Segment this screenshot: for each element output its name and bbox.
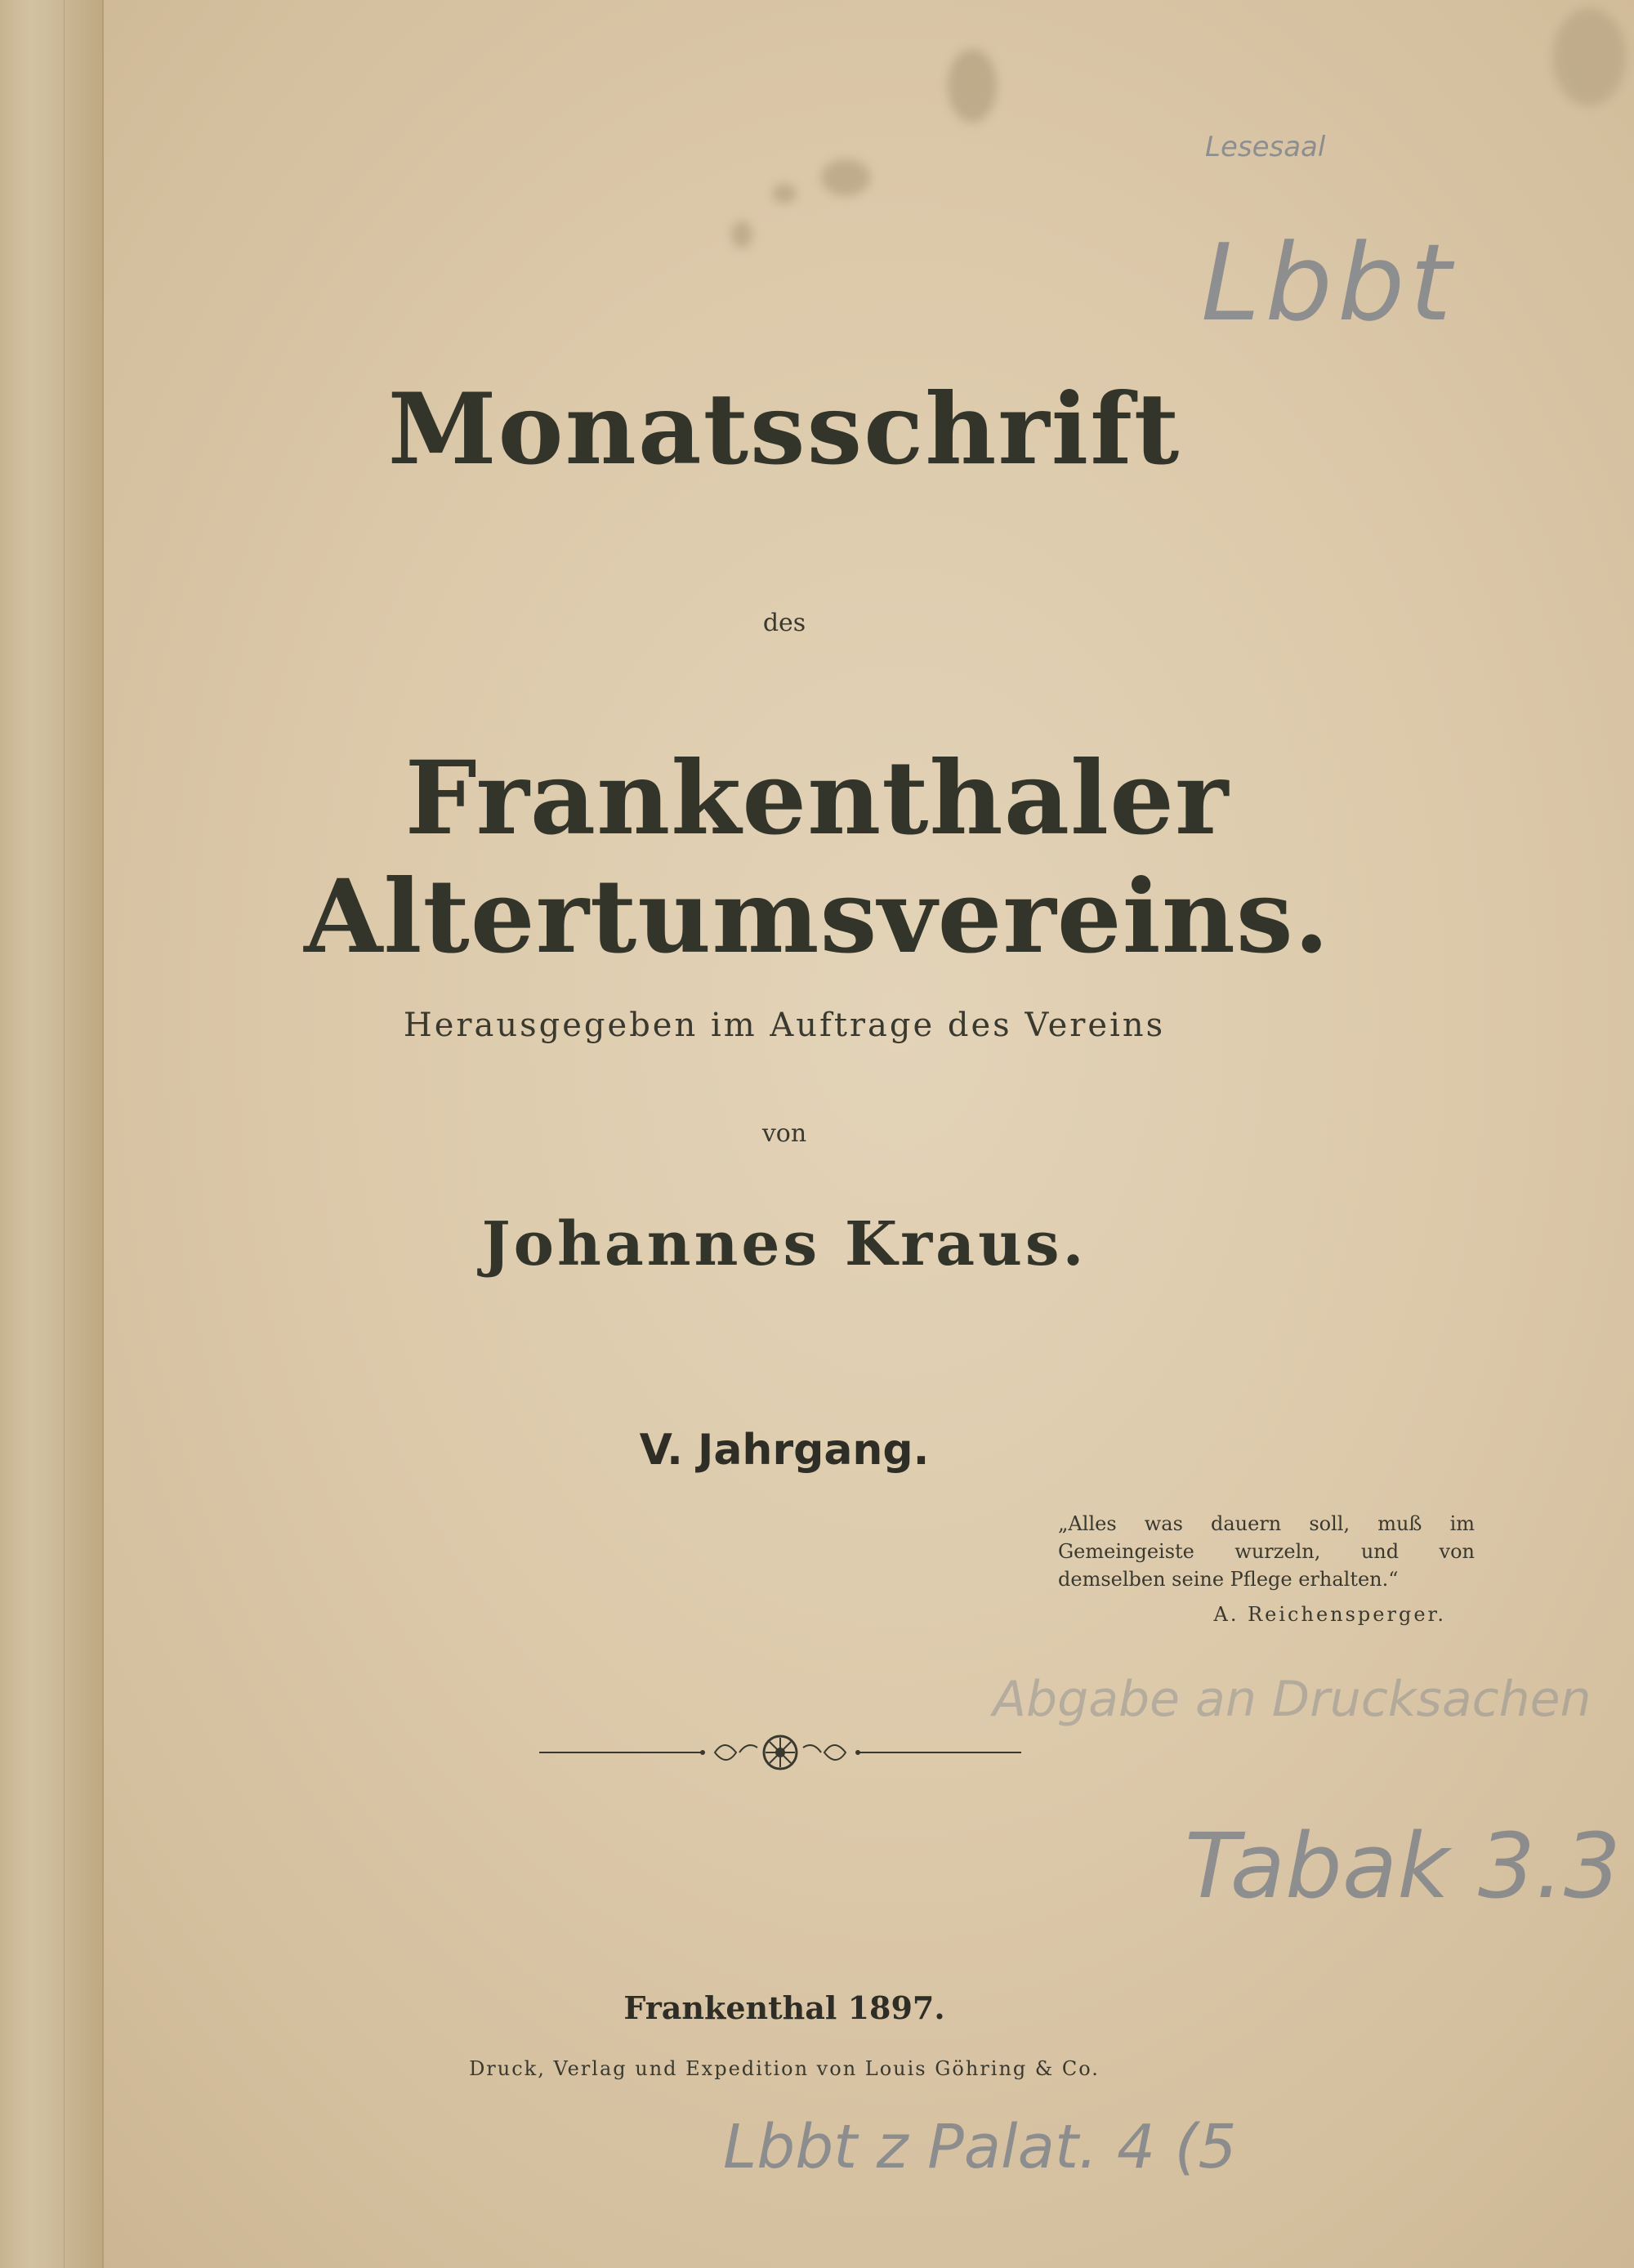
handwritten-note-top-large: Lbbt — [1201, 221, 1457, 345]
place-and-year: Frankenthal 1897. — [623, 1989, 945, 2026]
epigraph-quote: „Alles was dauern soll, muß im Gemeingeiste wurzeln, und von demselben seine Pflege erhalten.“ — [1058, 1512, 1475, 1591]
society-name: Frankenthaler Altertumsvereins. — [304, 739, 1330, 976]
edited-line: Herausgegeben im Auftrage des Vereins — [403, 1007, 1166, 1044]
epigraph-author: A. Reichensperger. — [1213, 1603, 1446, 1626]
handwritten-note-lower: Tabak 3.3 — [1185, 1814, 1621, 1918]
title-conjunction: des — [762, 609, 806, 637]
ornament-divider-icon — [539, 1730, 1021, 1775]
paper-stain — [948, 49, 997, 123]
handwritten-note-top-small: Lesesaal — [1205, 131, 1326, 163]
paper-stain — [821, 159, 870, 196]
paper-stain — [731, 221, 752, 248]
printer-line: Druck, Verlag und Expedition von Louis Göhring & Co. — [469, 2057, 1100, 2080]
volume-number: V. Jahrgang. — [639, 1426, 930, 1475]
handwritten-note-middle: Abgabe an Drucksachen — [993, 1671, 1592, 1728]
page-title: Monatsschrift — [387, 372, 1181, 487]
paper-stain — [1552, 8, 1626, 106]
handwritten-note-bottom: Lbbt z Palat. 4 (5 — [723, 2112, 1237, 2182]
paper-stain — [772, 184, 797, 203]
by-line: von — [761, 1119, 807, 1148]
author-name: Johannes Kraus. — [481, 1209, 1087, 1279]
